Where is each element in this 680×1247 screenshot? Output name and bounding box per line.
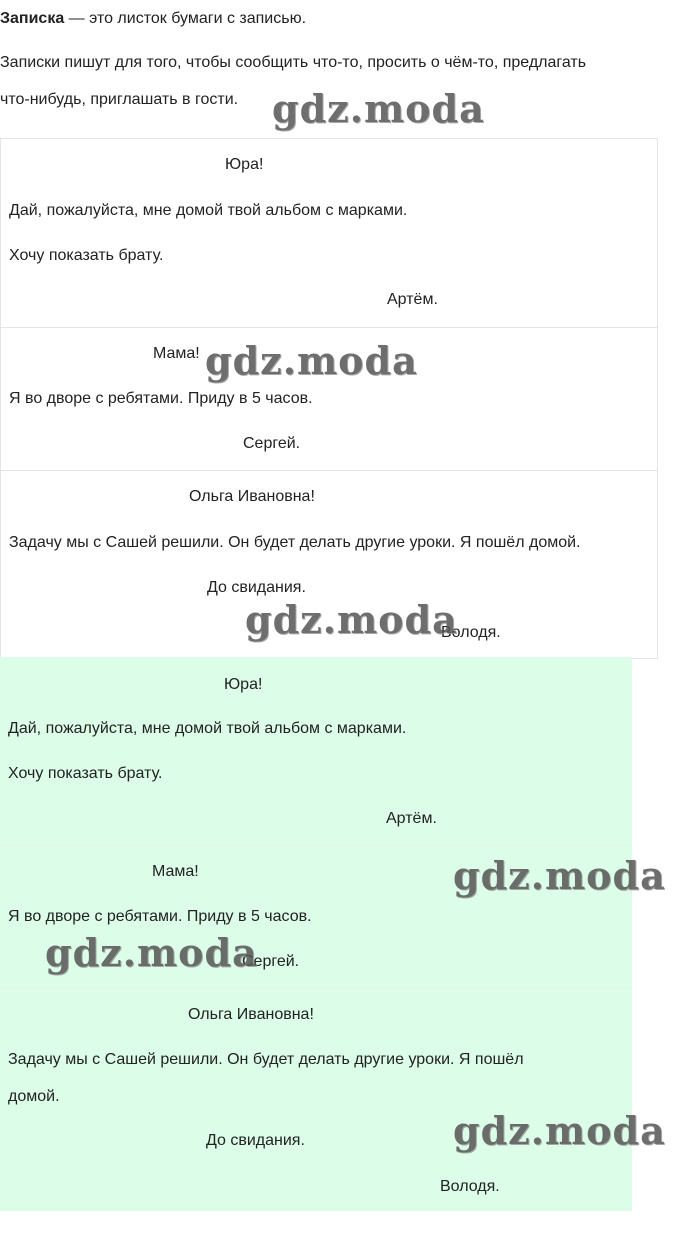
note-line: Я во дворе с ребятами. Приду в 5 часов. [8, 908, 312, 925]
watermark-logo: gdz.moda [245, 597, 458, 642]
note-signature: Володя. [441, 624, 501, 641]
note-greeting: Юра! [224, 676, 263, 693]
watermark-logo: gdz.moda [453, 853, 666, 898]
definition-line [0, 0, 306, 38]
note-signature: Володя. [440, 1178, 500, 1195]
definition-text: — это листок бумаги с записью. [64, 10, 307, 27]
watermark-logo: gdz.moda [205, 338, 418, 383]
watermark-logo: gdz.moda [453, 1108, 666, 1153]
purpose-line-2: что-нибудь, приглашать в гости. [0, 91, 239, 108]
note-signature: Сергей. [243, 435, 301, 452]
note-closing: До свидания. [207, 579, 306, 596]
note-line: Задачу мы с Сашей решили. Он будет делать другие уроки. Я пошёл домой. [9, 534, 581, 551]
watermark-logo: gdz.moda [45, 930, 258, 975]
note-yura [1, 139, 657, 328]
notes-table-plain [0, 138, 658, 659]
note-greeting: Мама! [153, 345, 200, 362]
note-yura [0, 657, 632, 846]
note-greeting: Юра! [225, 156, 264, 173]
purpose-line-1: Записки пишут для того, чтобы сообщить что-то, просить о чём-то, предлагать [0, 54, 587, 71]
note-greeting: Ольга Ивановна! [189, 488, 315, 505]
note-signature: Сергей. [242, 953, 300, 970]
watermark-logo: gdz.moda [272, 86, 485, 131]
note-greeting: Ольга Ивановна! [188, 1006, 314, 1023]
note-greeting: Мама! [152, 863, 199, 880]
note-line: домой. [8, 1088, 60, 1105]
note-line: Хочу показать брату. [9, 247, 164, 264]
note-line: Дай, пожалуйста, мне домой твой альбом с марками. [9, 202, 408, 219]
note-signature: Артём. [387, 291, 438, 308]
note-signature: Артём. [386, 810, 437, 827]
note-closing: До свидания. [206, 1132, 305, 1149]
note-line: Хочу показать брату. [8, 765, 163, 782]
note-line: Дай, пожалуйста, мне домой твой альбом с марками. [8, 720, 407, 737]
note-line: Задачу мы с Сашей решили. Он будет делать другие уроки. Я пошёл [8, 1051, 524, 1068]
note-olga [0, 989, 632, 1211]
note-line: Я во дворе с ребятами. Приду в 5 часов. [9, 390, 313, 407]
term-bold: Записка [0, 10, 65, 27]
